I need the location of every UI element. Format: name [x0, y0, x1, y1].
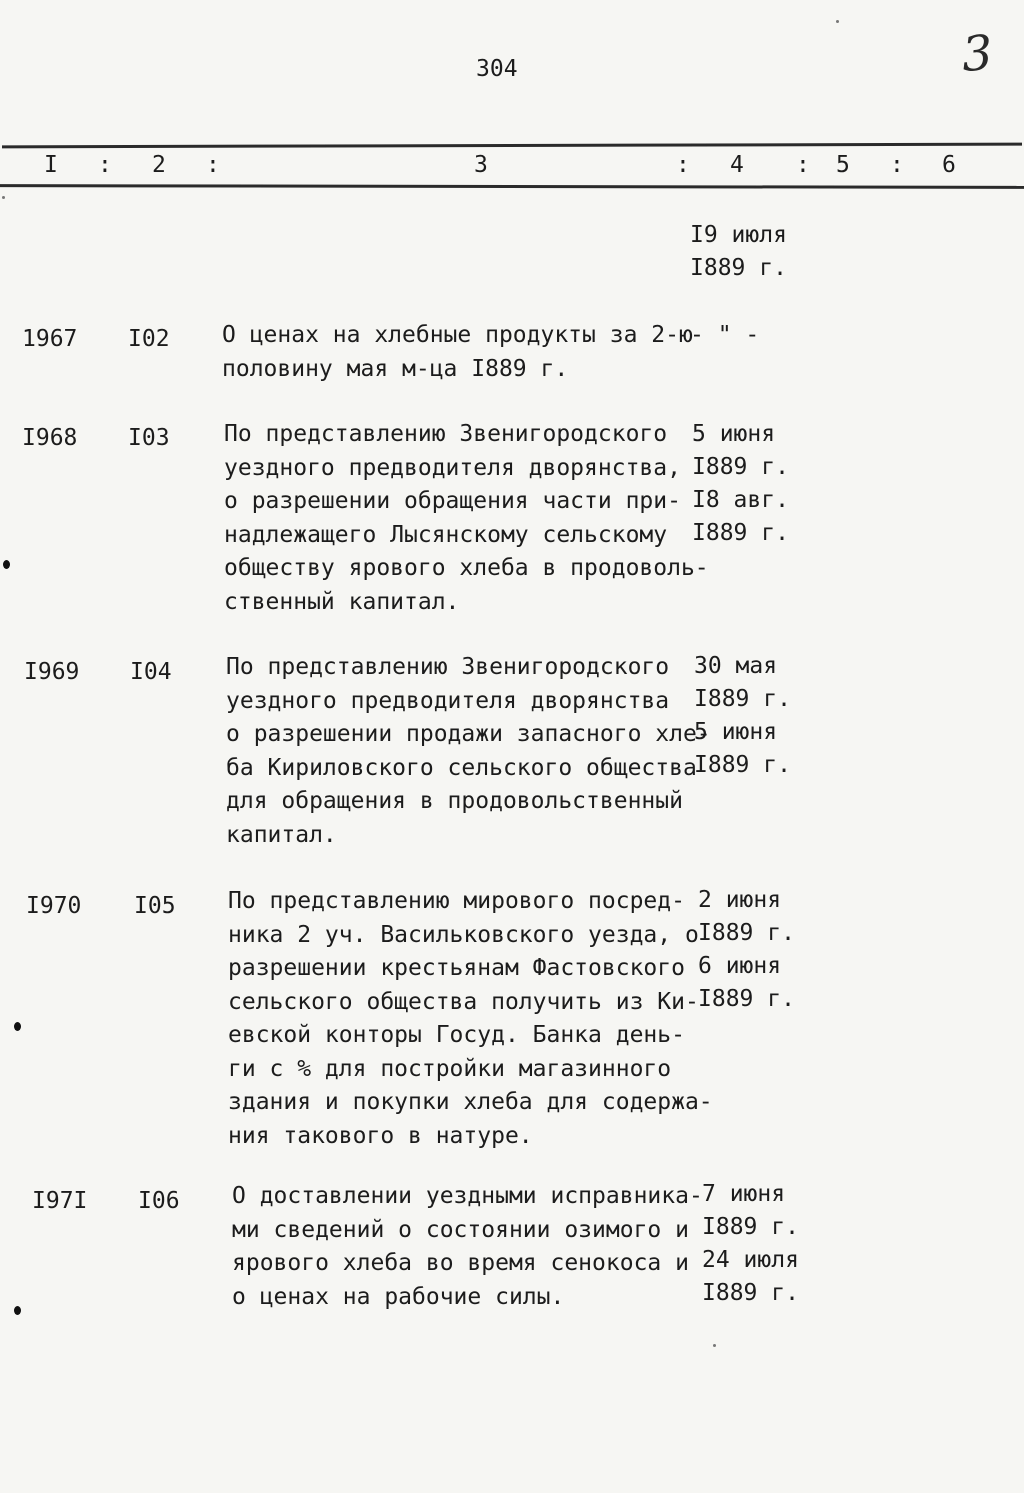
description-line: о разрешении продажи запасного хле- [226, 721, 711, 747]
description-line: евской конторы Госуд. Банка день- [228, 1022, 685, 1048]
date-line: I889 г. [692, 454, 789, 480]
description-line: ба Кириловского сельского общества [226, 754, 697, 781]
description-line: ярового хлеба во время сенокоса и [232, 1250, 689, 1276]
header-top-rule [2, 143, 1022, 149]
description-line: ника 2 уч. Васильковского уезда, о [228, 921, 699, 948]
date-line: 24 июля [702, 1247, 799, 1273]
description-line: капитал. [226, 821, 337, 848]
paper-speck [713, 1344, 716, 1347]
entry-file-number: I06 [138, 1188, 180, 1214]
date-line: 2 июня [698, 887, 782, 913]
description-line: ственный капитал. [224, 588, 460, 615]
description-line: По представлению мирового посред- [228, 888, 685, 914]
description-line: о ценах на рабочие силы. [232, 1283, 565, 1310]
date-line: - " - [690, 322, 760, 348]
description-line: уездного предводителя дворянства, [224, 454, 681, 481]
date-line: I889 г. [698, 920, 795, 946]
description-line: ги с % для постройки магазинного [228, 1055, 672, 1082]
column-header-1: I [44, 152, 58, 178]
handwritten-sheet-number: 3 [960, 25, 995, 83]
entry-description [228, 885, 713, 1153]
date-line: 7 июня [702, 1181, 786, 1207]
entry-number: 1967 [22, 326, 78, 352]
entry-description [224, 418, 709, 619]
description-line: здания и покупки хлеба для содержа- [228, 1089, 713, 1115]
binding-hole-mark [3, 560, 10, 569]
description-line: По представлению Звенигородского [224, 421, 668, 447]
description-line: О доставлении уездными исправника- [232, 1183, 703, 1209]
column-header-3: 3 [474, 152, 488, 178]
paper-speck [2, 196, 5, 199]
binding-hole-mark [14, 1022, 21, 1031]
entry-file-number: I04 [130, 659, 172, 685]
entry-description [226, 651, 711, 852]
entry-dates [702, 1178, 799, 1310]
date-line: I889 г. [694, 752, 791, 778]
date-line: I889 г. [702, 1280, 799, 1306]
carryover-dates [690, 219, 787, 285]
column-header-separator: : [206, 152, 220, 178]
description-line: О ценах на хлебные продукты за 2-ю [222, 322, 693, 348]
date-line: I889 г. [698, 986, 795, 1012]
column-header-2: 2 [152, 152, 166, 178]
description-line: надлежащего Лысянскому сельскому [224, 521, 668, 548]
entry-file-number: I05 [134, 893, 176, 919]
date-line: I889 г. [694, 686, 791, 712]
column-header-separator: : [98, 152, 112, 178]
description-line: ния такового в натуре. [228, 1122, 533, 1149]
date-line: I889 г. [692, 520, 789, 546]
date-line: I8 авг. [692, 487, 789, 513]
entry-number: I97I [32, 1188, 88, 1214]
entry-description [232, 1180, 703, 1314]
binding-hole-mark [14, 1306, 21, 1315]
column-header-4: 4 [730, 152, 744, 178]
column-header-5: 5 [836, 152, 850, 178]
description-line: для обращения в продовольственный [226, 788, 683, 814]
header-bottom-rule [0, 184, 1024, 189]
date-line: I9 июля [690, 222, 787, 248]
description-line: уездного предводителя дворянства [226, 687, 670, 714]
description-line: половину мая м-ца I889 г. [222, 355, 569, 382]
date-line: 6 июня [698, 953, 782, 979]
paper-speck [836, 20, 839, 23]
entry-dates [698, 884, 795, 1016]
entry-description [222, 319, 693, 386]
date-line: I889 г. [702, 1214, 799, 1240]
entry-number: I968 [22, 425, 78, 451]
column-header-separator: : [676, 152, 690, 178]
entry-number: I970 [26, 893, 82, 919]
date-line: 30 мая [694, 653, 778, 679]
description-line: сельского общества получить из Ки- [228, 988, 699, 1015]
date-line: 5 июня [692, 421, 776, 447]
page-number: 304 [476, 56, 518, 82]
description-line: разрешении крестьянам Фастовского [228, 955, 685, 981]
date-line: 5 июня [694, 719, 778, 745]
entry-dates [694, 650, 791, 782]
description-line: обществу ярового хлеба в продоволь- [224, 555, 709, 581]
description-line: ми сведений о состоянии озимого и [232, 1216, 689, 1243]
date-line: I889 г. [690, 255, 787, 281]
column-header-6: 6 [942, 152, 956, 178]
description-line: По представлению Звенигородского [226, 654, 670, 680]
entry-number: I969 [24, 659, 80, 685]
entry-dates [690, 319, 759, 352]
entry-dates [692, 418, 789, 550]
column-header-separator: : [796, 152, 810, 178]
entry-file-number: I03 [128, 425, 170, 451]
description-line: о разрешении обращения части при- [224, 488, 681, 514]
column-header-separator: : [890, 152, 904, 178]
entry-file-number: I02 [128, 326, 170, 352]
